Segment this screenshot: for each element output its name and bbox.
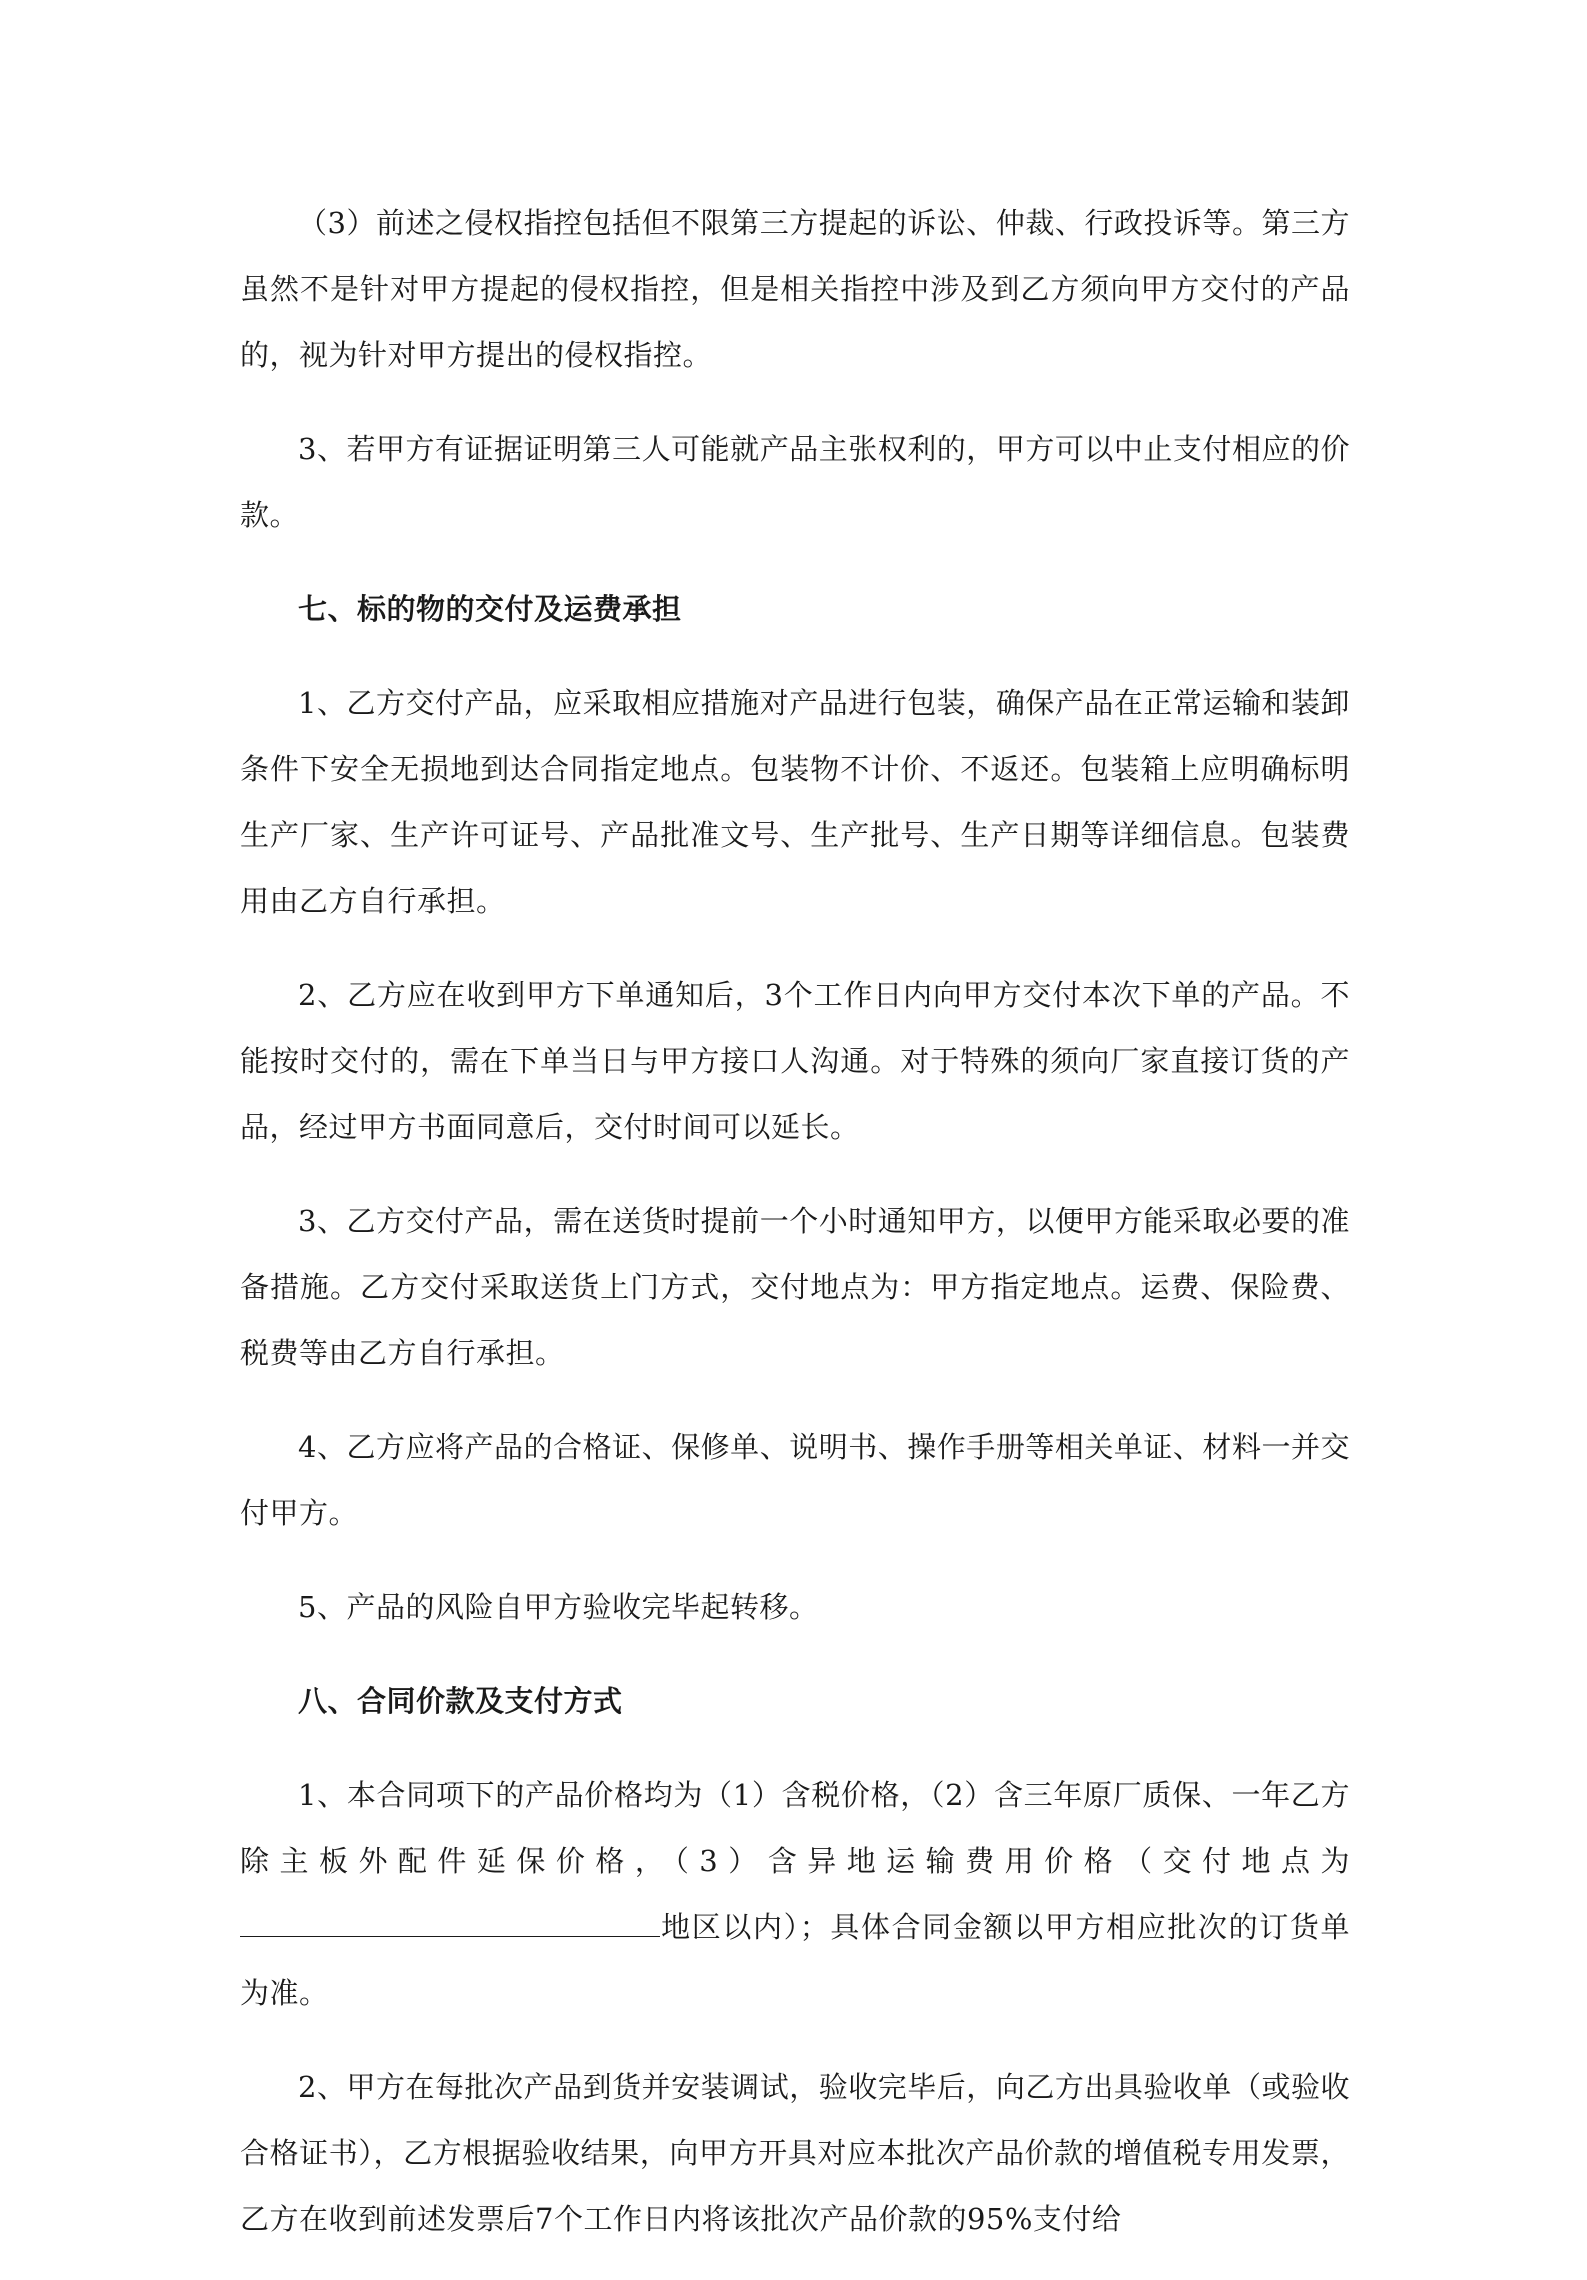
clause-7-5: 5、产品的风险自甲方验收完毕起转移。 [298, 1590, 819, 1624]
clause-7-1: 1、乙方交付产品，应采取相应措施对产品进行包装，确保产品在正常运输和装卸条件下安全无损地到达合同指定地点。包装物不计价、不返还。包装箱上应明确标明生产厂家、生产许可证号、产品批准文号、生产批号、生产日期等详细信息。包装费用由乙方自行承担。 [240, 686, 1350, 918]
clause-7-3: 3、乙方交付产品，需在送货时提前一个小时通知甲方，以便甲方能采取必要的准备措施。乙方交付采取送货上门方式，交付地点为：甲方指定地点。运费、保险费、税费等由乙方自行承担。 [240, 1204, 1350, 1370]
paragraph-infringement-claims: （3）前述之侵权指控包括但不限第三方提起的诉讼、仲裁、行政投诉等。第三方虽然不是针对甲方提起的侵权指控，但是相关指控中涉及到乙方须向甲方交付的产品的，视为针对甲方提出的侵权指控。 [240, 206, 1350, 372]
clause-8-1-text-a: 1、本合同项下的产品价格均为（1）含税价格，（2）含三年原厂质保、一年乙方除主板外配件延保价格，（3）含异地运输费用价格（交付地点为 [240, 1778, 1350, 1878]
clause-8-1-text-b: 地区以内）；具体合同金额以甲方相应批次的订货单为准。 [240, 1910, 1350, 2010]
document-page [240, 190, 1350, 2280]
section-heading-8: 八、合同价款及支付方式 [298, 1684, 623, 1718]
clause-8-2: 2、甲方在每批次产品到货并安装调试，验收完毕后，向乙方出具验收单（或验收合格证书），乙方根据验收结果，向甲方开具对应本批次产品价款的增值税专用发票，乙方在收到前述发票后7个工作日内将该批次产品价款的95%支付给 [240, 2070, 1350, 2236]
delivery-location-blank [240, 1900, 660, 1937]
clause-7-2: 2、乙方应在收到甲方下单通知后，3个工作日内向甲方交付本次下单的产品。不能按时交付的，需在下单当日与甲方接口人沟通。对于特殊的须向厂家直接订货的产品，经过甲方书面同意后，交付时间可以延长。 [240, 978, 1350, 1144]
clause-8-1 [240, 1762, 1350, 2026]
section-heading-7: 七、标的物的交付及运费承担 [298, 592, 682, 626]
paragraph-suspend-payment: 3、若甲方有证据证明第三人可能就产品主张权利的，甲方可以中止支付相应的价款。 [240, 432, 1350, 532]
clause-7-4: 4、乙方应将产品的合格证、保修单、说明书、操作手册等相关单证、材料一并交付甲方。 [240, 1430, 1350, 1530]
